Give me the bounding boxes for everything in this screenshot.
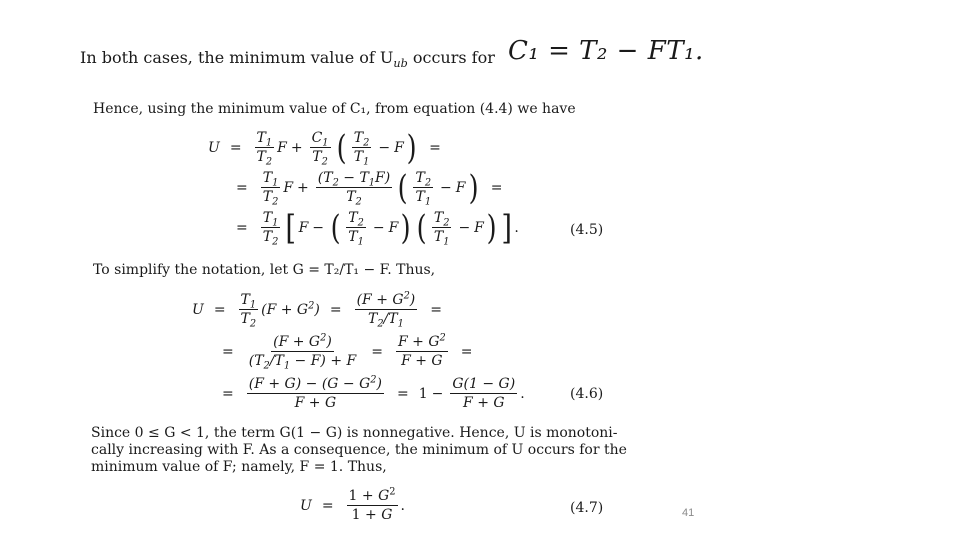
equation-number-4-6: (4.6) [570, 386, 604, 402]
page-number: 41 [682, 507, 695, 519]
eq45-line-3: = $\frac{T_1}{T_2}$ [ F − ( $\frac{T_2}{T_1}$ − F ) ( $\frac{T_2}{T_1}$ − F ) ] . [236, 207, 519, 248]
since-line-3: minimum value of F; namely, F = 1. Thus, [91, 459, 387, 475]
intro-sentence [80, 48, 495, 70]
intro-tail: occurs for [407, 48, 495, 67]
equation-number-4-5: (4.5) [570, 222, 604, 238]
headline-equation: C₁ = T₂ − FT₁. [508, 36, 704, 66]
eq47-line: U = $\frac{1 + G^2}{1 + G}$ . [300, 486, 405, 523]
intro-text: In both cases, the minimum value of U [80, 48, 394, 67]
eq46-line-1: U = $\frac{T_1}{T_2}$ $(F + G^2)$ = $\frac{(F + G^2)}{T_2/T_1}$ = [192, 290, 442, 330]
hence-line: Hence, using the minimum value of C₁, from equation (4.4) we have [93, 101, 576, 117]
eq45-line-2: = $\frac{T_1}{T_2}$ F + $\frac{(T_2 - T_1F)}{T_2}$ ( $\frac{T_2}{T_1}$ − F ) = [236, 167, 503, 208]
eq45-line-1: U = $\frac{T_1}{T_2}$ F + $\frac{C_1}{T_2}$ ( $\frac{T_2}{T_1}$ − F ) = [208, 127, 441, 168]
simplify-line: To simplify the notation, let G = T₂/T₁ − F. Thus, [93, 262, 436, 278]
equation-number-4-7: (4.7) [570, 500, 604, 516]
since-line-1: Since 0 ≤ G < 1, the term G(1 − G) is nonnegative. Hence, U is monotoni- [91, 425, 618, 441]
intro-subscript: ub [393, 56, 408, 70]
eq46-line-2: = $\frac{(F + G^2)}{(T_2/T_1 - F) + F}$ = $\frac{F + G^2}{F + G}$ = [222, 332, 473, 372]
eq46-line-3: = $\frac{(F + G) - (G - G^2)}{F + G}$ = 1 − $\frac{G(1 - G)}{F + G}$ . [222, 374, 525, 411]
since-line-2: cally increasing with F. As a consequence, the minimum of U occurs for the [91, 442, 627, 458]
